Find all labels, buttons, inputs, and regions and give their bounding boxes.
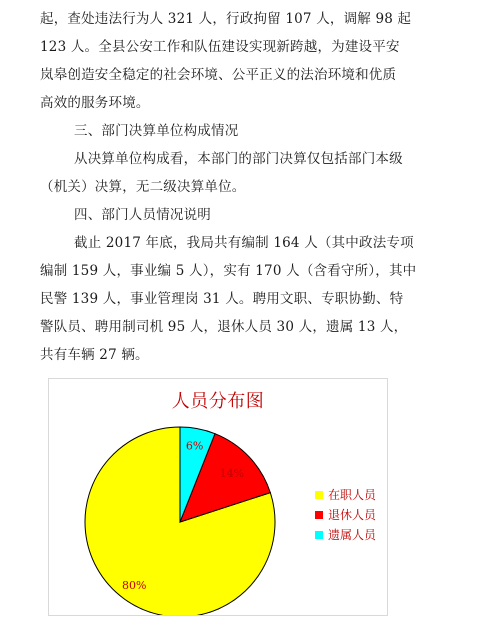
paragraph-5-line-3: 民警 139 人，事业管理岗 31 人。聘用文职、专职协勤、特 [40, 291, 404, 307]
paragraph-5-line-5: 共有车辆 27 辆。 [40, 347, 149, 363]
legend-swatch-3 [315, 531, 323, 539]
paragraph-3-line-2: （机关）决算，无二级决算单位。 [40, 179, 246, 195]
paragraph-5-line-2: 编制 159 人，事业编 5 人），实有 170 人（含看守所），其中 [40, 263, 417, 279]
legend-item-2 [315, 505, 376, 525]
paragraph-3-line-1: 从决算单位构成看，本部门的部门决算仅包括部门本级 [74, 151, 403, 167]
pie-chart [48, 378, 388, 616]
legend-label-2: 退休人员 [328, 508, 377, 522]
chart-title: 人员分布图 [171, 391, 265, 412]
legend-swatch-2 [315, 511, 323, 519]
paragraph-1-line-4: 高效的服务环境。 [40, 95, 150, 111]
legend-item-1 [315, 485, 376, 505]
legend-item-3 [315, 525, 376, 545]
legend-swatch-1 [315, 491, 323, 499]
legend-label-1: 在职人员 [328, 488, 377, 502]
pie-slice-label-2: 14% [219, 467, 245, 481]
legend-label-3: 遗属人员 [328, 528, 377, 542]
chart-legend [315, 485, 376, 545]
pie-slice-label-3: 6% [185, 439, 204, 453]
pie-slice-label-1: 80% [121, 579, 147, 592]
paragraph-5-line-4: 警队员、聘用制司机 95 人，退休人员 30 人，遗属 13 人， [40, 319, 408, 335]
section-heading-3: 三、部门决算单位构成情况 [74, 123, 239, 139]
paragraph-1-line-3: 岚皋创造安全稳定的社会环境、公平正义的法治环境和优质 [40, 67, 397, 83]
paragraph-5-line-1: 截止 2017 年底，我局共有编制 164 人（其中政法专项 [74, 235, 414, 251]
paragraph-1-line-2: 123 人。全县公安工作和队伍建设实现新跨越，为建设平安 [40, 39, 400, 55]
paragraph-1-line-1: 起，查处违法行为人 321 人，行政拘留 107 人，调解 98 起 [40, 11, 412, 27]
section-heading-4: 四、部门人员情况说明 [74, 207, 211, 223]
